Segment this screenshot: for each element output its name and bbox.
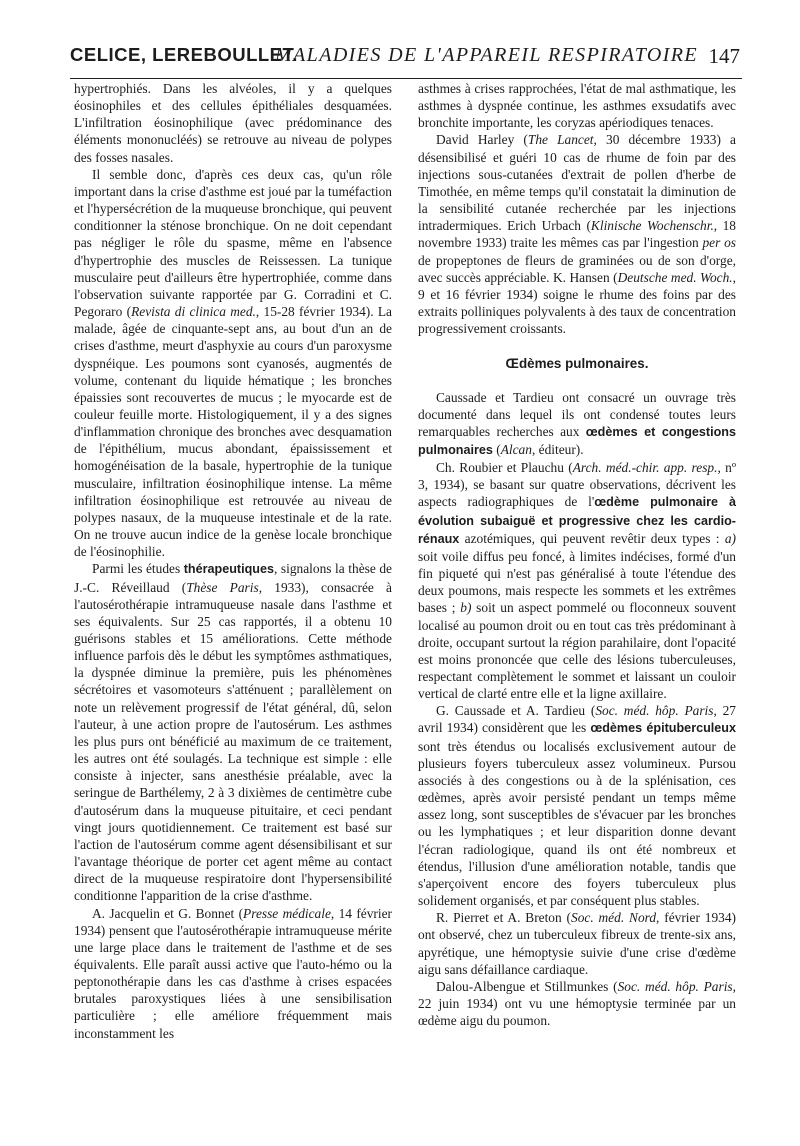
header-title: MALADIES DE L'APPAREIL RESPIRATOIRE [275,44,699,66]
citation: Arch. méd.-chir. app. resp. [572,460,718,476]
citation: The Lancet [527,132,594,148]
paragraph: Dalou-Albengue et Stillmunkes (Soc. méd. hôp. Paris, 22 juin 1934) ont vu une hémoptysie terminée par un œdème aigu du poumon. [418,978,736,1029]
citation: Soc. méd. Nord [571,910,657,926]
latin-term: per os [702,235,736,251]
paragraph: Caussade et Tardieu ont consacré un ouvrage très documenté dans lequel ils ont condensé toutes leurs remarquables recherches aux œdèmes et congestions pulmonaires (Alcan, éditeur). [418,389,736,457]
bold-term: thérapeutiques [183,562,275,577]
paragraph: G. Caussade et A. Tardieu (Soc. méd. hôp. Paris, 27 avril 1934) considèrent que les œdèmes épituberculeux sont très étendus ou localisés exclusivement autour de plusieurs foyers tuberculeux assez volumineux. Pursou associés à des congestions ou à de la splénisation, ces œdèmes, après avoir persisté pendant un temps même assez long, sont susceptibles de s'évacuer par les bronches ou les lymphatiques ; et leur disparition donne devant l'écran radiologique, quand ils ont été nombreux et étendus, l'illusion d'une amélioration notable, tandis que s'aperçoivent encore des foyers tuberculeux plus solidement organisés, et par conséquent plus stables. [418,703,736,909]
citation: Klinische Wochenschr. [590,218,714,234]
paragraph: Il semble donc, d'après ces deux cas, qu'un rôle important dans la crise d'asthme est joué par la tuméfaction et l'hypersécrétion de la muqueuse bronchique, qui peuvent conditionner la sténose bronchique. On ne doit cependant pas négliger le rôle du spasme, même en l'absence d'hypertrophie des muscles de Reissessen. La tunique musculaire peut d'ailleurs être hypertrophiée, comme dans l'observation suivante rapportée par G. Corradini et C. Pegoraro (Revista di clinica med., 15-28 février 1934). La malade, âgée de cinquante-sept ans, au bout d'un an de crises d'asthme, meurt d'asphyxie au cours d'un paroxysme dyspnéique. Les poumons sont cyanosés, augmentés de volume, contenant du liquide hématique ; les bronches épaissies sont recouvertes de mucus ; le myocarde est de couleur feuille morte. Histologiquement, il y a des signes d'inflammation chronique des bronches avec desquamation de l'épithélium, mucus abondant, épaississement et homogénéisation de la basale, hypertrophie de la tunique musculaire, infiltration éosinophilique intense. La même infiltration éosinophilique est retrouvée au niveau de polypes nasaux, de la muqueuse intestinale et de la rate. On ne trouve aucun indice de la genèse locale bronchique de l'éosinophilie. [74,166,392,560]
paragraph: R. Pierret et A. Breton (Soc. méd. Nord, février 1934) ont observé, chez un tuberculeux fibreux de trente-six ans, apyrétique, une hémoptysie suivie d'une crise d'œdème aigu sans défaillance cardiaque. [418,910,736,977]
left-column [74,80,392,1042]
paragraph: A. Jacquelin et G. Bonnet (Presse médicale, 14 février 1934) pensent que l'autosérothérapie intramuqueuse mérite une large place dans le traitement de l'asthme et de ses équivalents. Elle paraît aussi active que l'auto-hémo ou la peptonothérapie dans les cas d'asthme à crises espacées brutales paroxystiques liées à une sensibilisation particulière ; elle améliore fréquemment mais inconstamment les [74,905,392,1041]
paragraph: David Harley (The Lancet, 30 décembre 1933) a désensibilisé et guéri 10 cas de rhume de foin par des injections sous-cutanées d'extrait de pollen d'herbe de Timothée, en même temps qu'il constatait la diminution de la sensibilité cutanée recherchée par les injections intradermiques. Erich Urbach (Klinische Wochenschr., 18 novembre 1933) traite les mêmes cas par l'ingestion per os de propeptones de fleurs de graminées ou de son d'orge, avec succès appréciable. K. Hansen (Deutsche med. Woch., 9 et 16 février 1934) soigne le rhume des foins par des extraits polliniques polyvalents à des taux de concentration progressivement croissants. [418,132,737,337]
section-heading: Œdèmes pulmonaires. [505,356,649,372]
running-header [70,44,742,79]
citation: Revista di clinica med. [131,304,256,320]
header-authors: CELICE, LEREBOULLET. [70,44,298,65]
paragraph: Ch. Roubier et Plauchu (Arch. méd.-chir. app. resp., nº 3, 1934), se basant sur quatre observations, décrivent les aspects radiographiques de l'œdème pulmonaire à évolution subaiguë et progressive chez les cardio-rénaux azotémiques, qui peuvent revêtir deux types : a) soit voile diffus peu foncé, à limites indécises, formé d'un fin piqueté qui n'est pas généralisé à toute l'étendue des deux poumons, mais respecte les sommets et les extrêmes bases ; b) soit un aspect pommelé ou floconneux souvent localisé au poumon droit ou en tout cas très prédominant à droite, occupant surtout la région parahilaire, dont l'opacité est moins prononcée que celle des lésions tuberculeuses, respectant complètement le sommet et laissant un couloir vertical de clarté entre elle et la ligne axillaire. [418,460,737,702]
paragraph: asthmes à crises rapprochées, l'état de mal asthmatique, les asthmes à dyspnée continue, les asthmes exsudatifs avec bronchite importante, les coryzas apériodiques tenaces. [418,81,736,131]
paragraph: Parmi les études thérapeutiques, signalons la thèse de J.-C. Réveillaud (Thèse Paris, 1933), consacrée à l'autosérothérapie intramuqueuse nasale dans l'asthme et ses équivalents. Sur 25 cas rapportés, il a obtenu 10 guérisons stables et 15 améliorations. Cette méthode influence parfois dès le début les symptômes asthmatiques, la dyspnée diminue la première, puis les phénomènes sécrétoires et vasomoteurs s'atténuent ; parallèlement on note un relèvement progressif de l'état général, dû, selon l'auteur, à une action propre de l'autosérum. Les asthmes les plus purs ont bénéficié au maximum de ce traitement, les autres ont été soulagés. La technique est simple : elle consiste à injecter, sans anesthésie préalable, avec la seringue de Barthélemy, 2 à 3 dixièmes de centimètre cube d'autosérum dans la muqueuse pituitaire, et ceci pendant vingt jours quotidiennement. Ce traitement est basé sur l'action de l'autosérum comme agent désensibilisant et sur l'avantage théorique de porter cet agent même au contact direct de la muqueuse respiratoire dont l'hypersensibilité conditionne l'apparition de la crise d'asthme. [74,561,392,904]
right-column [418,80,736,1029]
bold-term: œdèmes épituberculeux [590,721,736,736]
bold-term: œdèmes et congestions pulmonaires [418,424,736,457]
citation: Deutsche med. Woch. [617,269,733,285]
page-number: 147 [708,44,740,68]
list-marker: b) [460,600,472,616]
bold-term: œdème pulmonaire à évolution subaiguë et progressive chez les cardio-rénaux [418,495,736,546]
citation: Thèse Paris [186,579,259,595]
list-marker: a) [724,530,736,546]
citation: Soc. méd. hôp. Paris [617,978,733,994]
citation: Soc. méd. hôp. Paris [595,703,714,719]
citation: Presse médicale [243,905,331,921]
paragraph: hypertrophiés. Dans les alvéoles, il y a quelques éosinophiles et des cellules épithéliales desquamées. L'infiltration éosinophilique (avec prédominance des éléments mononucléés) se retrouve au niveau de polypes des fosses nasales. [74,81,392,165]
citation: Alcan [500,441,532,457]
